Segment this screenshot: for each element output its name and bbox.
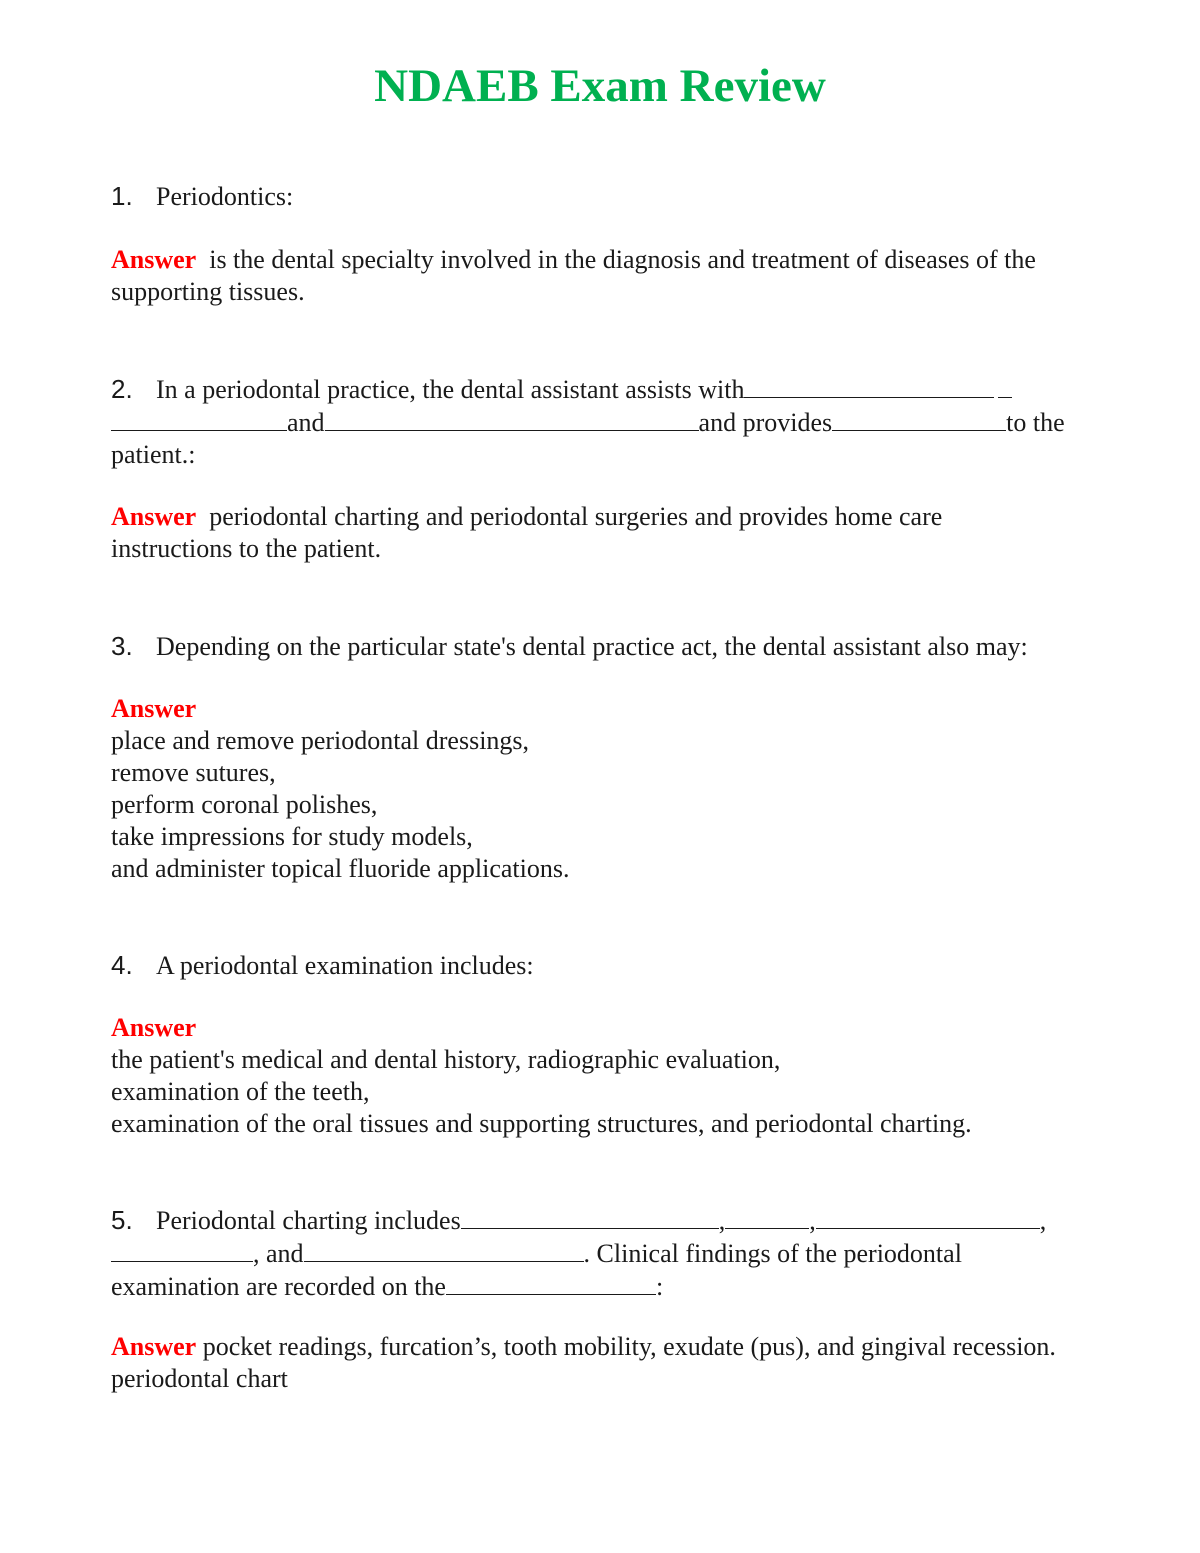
fill-in-blank bbox=[111, 1237, 253, 1262]
question-number: 2. bbox=[111, 374, 133, 404]
fill-in-blank bbox=[832, 406, 1006, 431]
fill-in-blank bbox=[461, 1204, 719, 1229]
answer-text: is the dental specialty involved in the diagnosis and treatment of diseases of the bbox=[209, 245, 1036, 274]
question-3 bbox=[111, 630, 1101, 663]
page-title: NDAEB Exam Review bbox=[374, 60, 826, 112]
answer-text: place and remove periodontal dressings, bbox=[111, 726, 530, 755]
answer-text: remove sutures, bbox=[111, 758, 276, 787]
question-number: 4. bbox=[111, 950, 133, 980]
answer-text: take impressions for study models, bbox=[111, 822, 473, 851]
fill-in-blank bbox=[325, 406, 699, 431]
question-text: Periodontal charting includes bbox=[156, 1206, 461, 1235]
answer-text: and administer topical fluoride applications. bbox=[111, 854, 570, 883]
answer-text: periodontal chart bbox=[111, 1364, 288, 1393]
question-number: 5. bbox=[111, 1205, 133, 1235]
fill-in-blank bbox=[446, 1270, 656, 1295]
answer-text: pocket readings, furcation’s, tooth mobility, exudate (pus), and gingival recession. bbox=[202, 1332, 1056, 1361]
answer-3 bbox=[111, 693, 1101, 885]
answer-label: Answer bbox=[111, 245, 197, 274]
answer-2 bbox=[111, 501, 1101, 565]
question-text: and bbox=[287, 408, 325, 437]
question-1 bbox=[111, 180, 1101, 213]
answer-label: Answer bbox=[111, 1013, 197, 1042]
question-text: to the bbox=[1006, 408, 1065, 437]
answer-text: perform coronal polishes, bbox=[111, 790, 378, 819]
question-4 bbox=[111, 949, 1101, 982]
fill-in-blank bbox=[744, 373, 994, 398]
fill-in-blank bbox=[725, 1204, 809, 1229]
question-number: 1. bbox=[111, 181, 133, 211]
question-text: Depending on the particular state's dental practice act, the dental assistant also may: bbox=[156, 632, 1028, 661]
question-text: and provides bbox=[698, 408, 833, 437]
answer-label: Answer bbox=[111, 1332, 197, 1361]
answer-4 bbox=[111, 1012, 1101, 1140]
answer-label: Answer bbox=[111, 694, 197, 723]
answer-text: examination of the oral tissues and supporting structures, and periodontal charting. bbox=[111, 1109, 972, 1138]
question-text: In a periodontal practice, the dental assistant assists with bbox=[156, 375, 745, 404]
answer-text: periodontal charting and periodontal surgeries and provides home care bbox=[209, 502, 943, 531]
question-1-prompt bbox=[111, 180, 1101, 213]
question-5: 5. Periodontal charting includes , , , , and . Clinical findings of the periodontal examination are recorded on the : bbox=[111, 1205, 1047, 1301]
answer-5 bbox=[111, 1331, 1101, 1395]
fill-in-blank bbox=[111, 406, 287, 431]
answer-text: examination of the teeth, bbox=[111, 1077, 370, 1106]
question-text: patient.: bbox=[111, 440, 196, 469]
answer-text: the patient's medical and dental history, radiographic evaluation, bbox=[111, 1045, 781, 1074]
fill-in-blank bbox=[816, 1204, 1040, 1229]
question-text: A periodontal examination includes: bbox=[156, 951, 534, 980]
question-text: Periodontics: bbox=[156, 182, 294, 211]
question-number: 3. bbox=[111, 631, 133, 661]
answer-text: supporting tissues. bbox=[111, 277, 305, 306]
answer-text: instructions to the patient. bbox=[111, 534, 382, 563]
fill-in-blank bbox=[998, 373, 1012, 398]
question-2 bbox=[111, 373, 1101, 471]
answer-1 bbox=[111, 244, 1101, 308]
fill-in-blank bbox=[304, 1237, 584, 1262]
answer-label: Answer bbox=[111, 502, 197, 531]
